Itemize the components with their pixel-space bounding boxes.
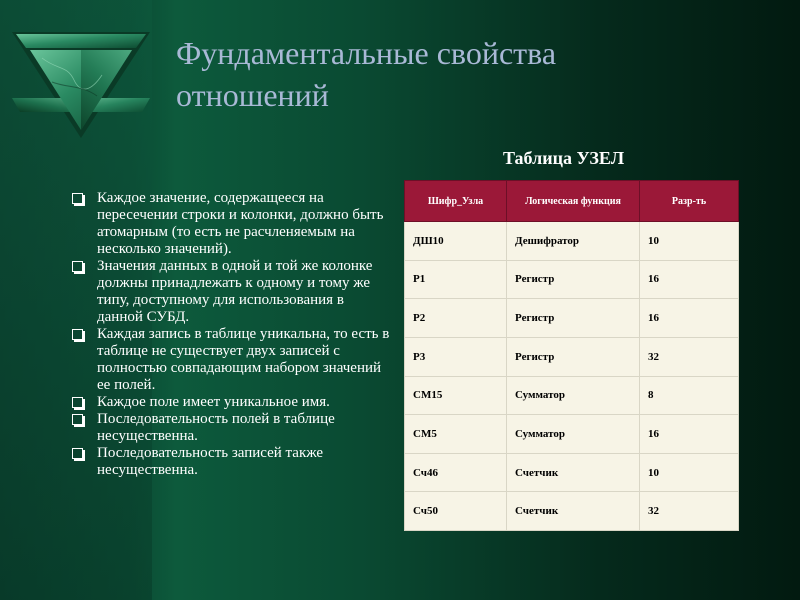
list-item-text: Каждое значение, содержащееся на пересечении строки и колонки, должно быть атомарным (то есть не расчленяемым на несколько значений). [97, 190, 384, 257]
list-item [72, 411, 392, 445]
cell-logic-function: Регистр [507, 299, 640, 338]
checkbox-bullet-icon [72, 193, 83, 204]
bullet-list [72, 190, 392, 479]
cell-node-code: СМ15 [405, 376, 507, 415]
header-node-code: Шифр_Узла [405, 181, 507, 222]
list-item-text: Каждая запись в таблице уникальна, то есть в таблице не существует двух записей с полностью совпадающим набором значений ее полей. [97, 326, 390, 393]
checkbox-bullet-icon [72, 414, 83, 425]
cell-bit-width: 10 [640, 453, 739, 492]
cell-logic-function: Регистр [507, 337, 640, 376]
table-caption: Таблица УЗЕЛ [503, 148, 625, 168]
title-line-1: Фундаментальные свойства [176, 35, 557, 71]
green-marble-triangle-icon [12, 30, 150, 140]
checkbox-bullet-icon [72, 397, 83, 408]
list-item [72, 394, 392, 411]
list-item-text: Последовательность полей в таблице несущественна. [97, 411, 335, 444]
list-item [72, 326, 392, 394]
header-logic-function: Логическая функция [507, 181, 640, 222]
table-row [405, 222, 739, 261]
cell-node-code: СМ5 [405, 415, 507, 454]
list-item [72, 258, 392, 326]
cell-node-code: Р2 [405, 299, 507, 338]
cell-node-code: Р1 [405, 260, 507, 299]
table-header-row [405, 181, 739, 222]
checkbox-bullet-icon [72, 329, 83, 340]
checkbox-bullet-icon [72, 261, 83, 272]
cell-bit-width: 8 [640, 376, 739, 415]
cell-node-code: Сч50 [405, 492, 507, 531]
table-row [405, 376, 739, 415]
cell-bit-width: 16 [640, 260, 739, 299]
cell-node-code: Р3 [405, 337, 507, 376]
table-row [405, 337, 739, 376]
cell-logic-function: Регистр [507, 260, 640, 299]
cell-logic-function: Дешифратор [507, 222, 640, 261]
table-row [405, 492, 739, 531]
cell-logic-function: Сумматор [507, 415, 640, 454]
node-table [404, 180, 739, 531]
list-item [72, 445, 392, 479]
cell-logic-function: Сумматор [507, 376, 640, 415]
list-item-text: Каждое поле имеет уникальное имя. [97, 394, 330, 410]
cell-logic-function: Счетчик [507, 453, 640, 492]
cell-bit-width: 32 [640, 337, 739, 376]
list-item-text: Последовательность записей также несущественна. [97, 445, 324, 478]
table-row [405, 299, 739, 338]
cell-bit-width: 32 [640, 492, 739, 531]
table-row [405, 453, 739, 492]
cell-bit-width: 10 [640, 222, 739, 261]
cell-node-code: Сч46 [405, 453, 507, 492]
table-row [405, 415, 739, 454]
header-bit-width: Разр-ть [640, 181, 739, 222]
page-title [176, 32, 736, 116]
cell-logic-function: Счетчик [507, 492, 640, 531]
list-item [72, 190, 392, 258]
checkbox-bullet-icon [72, 448, 83, 459]
title-line-2: отношений [176, 77, 329, 113]
cell-node-code: ДШ10 [405, 222, 507, 261]
list-item-text: Значения данных в одной и той же колонке должны принадлежать к одному и тому же типу, доступному для использования в данной СУБД. [97, 258, 373, 325]
table-row [405, 260, 739, 299]
cell-bit-width: 16 [640, 415, 739, 454]
cell-bit-width: 16 [640, 299, 739, 338]
